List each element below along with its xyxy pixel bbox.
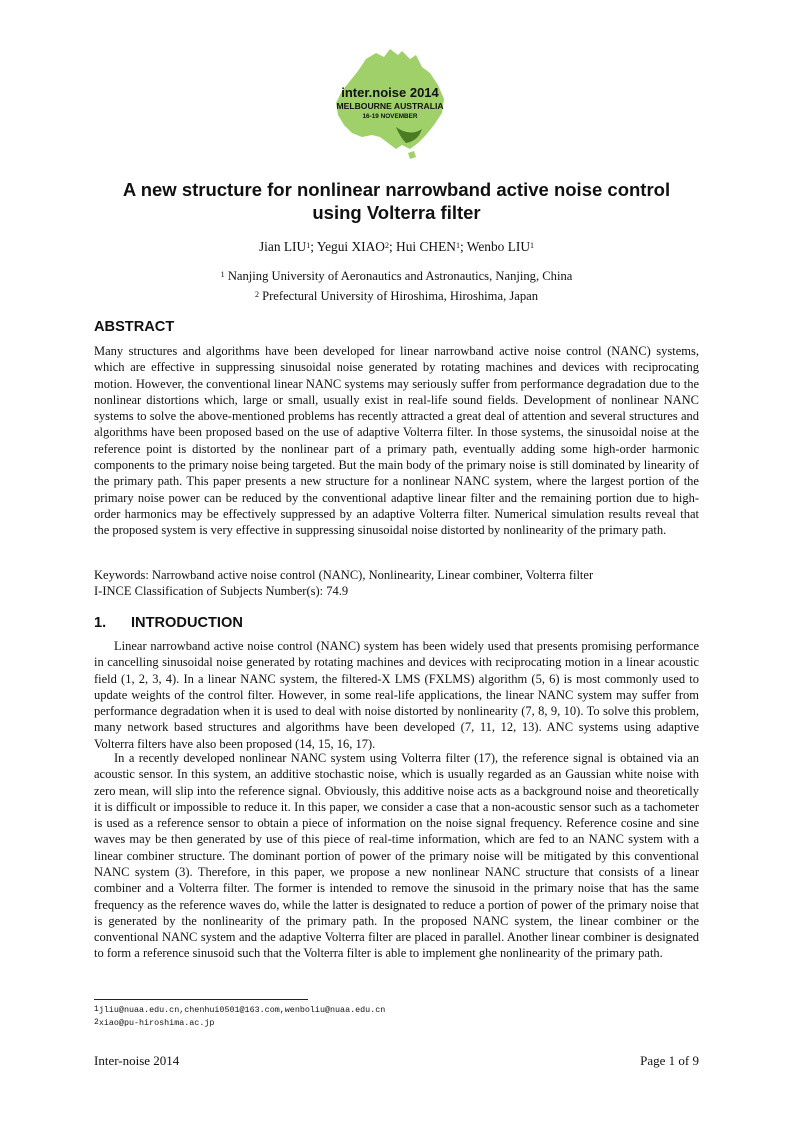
- affiliation-mark: 2: [254, 290, 259, 299]
- abstract-text: Many structures and algorithms have been developed for linear narrowband active noise control (NANC) systems, which are effective in suppressing sinusoidal noise generated by rotating machines and devices with reciprocating motion. However, the conventional linear NANC systems may seriously suffer from performance degradation due to the nonlinear distortions which, large or small, usually exist in real-life sound fields. Development of nonlinear NANC systems to solve the above-mentioned problems has recently attracted a great deal of attention and several structures and algorithms have been proposed based on the use of adaptive Volterra filter. In those systems, the sinusoidal noise at the reference point is distorted by the nonlinear part of a primary path, eventually adding some high-order harmonic components to the primary noise being targeted. But the main body of the primary noise is still dominated by linearity of the primary path. This paper presents a new structure for a nonlinear NANC system, where the largest portion of the primary noise power can be reduced by the conventional adaptive linear filter and the remaining portion due to high-order harmonics may be effectively suppressed by an adaptive Volterra filter. Numerical simulation results reveal that the proposed system is very effective in suppressing sinusoidal noise distorted by nonlinearity of the primary path.: [94, 344, 699, 538]
- author-name: Hui CHEN: [396, 239, 456, 254]
- author-affiliation-mark: 1: [455, 241, 460, 250]
- conference-logo: [326, 45, 454, 163]
- section-number: 1.: [94, 615, 107, 631]
- author-name: Wenbo LIU: [466, 239, 531, 254]
- author-affiliation-mark: 1: [530, 241, 535, 250]
- introduction-heading: [94, 615, 243, 631]
- footnote-divider: [94, 999, 308, 1000]
- affiliation: [60, 288, 733, 304]
- logo-location: MELBOURNE AUSTRALIA: [336, 101, 444, 111]
- australia-map-icon: [326, 45, 454, 163]
- logo-dates: 16-19 NOVEMBER: [362, 113, 418, 120]
- affiliation-mark: 1: [220, 270, 225, 279]
- author-name: Jian LIU: [258, 239, 307, 254]
- footnote-text: xiao@pu-hiroshima.ac.jp: [98, 1018, 215, 1028]
- author-affiliation-mark: 1: [306, 241, 311, 250]
- author-list: [60, 238, 733, 255]
- abstract-heading: ABSTRACT: [94, 319, 175, 335]
- author-separator: ;: [310, 239, 317, 254]
- keywords-block: [94, 567, 699, 600]
- section-title: INTRODUCTION: [131, 615, 243, 631]
- footer-conference: Inter-noise 2014: [94, 1053, 180, 1068]
- introduction-paragraph: In a recently developed nonlinear NANC system using Volterra filter (17), the reference signal is obtained via an acoustic sensor. In this system, an additive stochastic noise, which is usually regarded as an Gaussian white noise with zero mean, will slip into the reference signal. Obviously, this additive noise acts as a background noise and theoretically it is difficult or impossible to reduce it. In this paper, we consider a case that a non-acoustic sensor such as a tachometer is used as a reference sensor to obtain a piece of information on the noise signal frequency. Reference cosine and sine waves may be then generated by use of this piece of real-time information, which are fed to an NANC system with a linear combiner structure. The dominant portion of power of the primary noise will be mitigated by this conventional NANC system (3). Therefore, in this paper, we propose a new nonlinear NANC structure that consists of a linear combiner and a Volterra filter. The former is intended to remove the sinusoid in the primary noise that has the same frequency as the reference waves do, while the latter is designated to reduce a portion of power of the primary noise that is generated by the nonlinearity of the primary path. In the proposed NANC system, the linear combiner or the conventional NANC system and the adaptive Volterra filter are placed in parallel. Another linear combiner is designated to form a reference sinusoid such that the Volterra filter is able to implement ghe nonlinearity of the primary path.: [94, 751, 699, 961]
- affiliation-text: Nanjing University of Aeronautics and Astronautics, Nanjing, China: [227, 269, 573, 283]
- keywords-line: Keywords: Narrowband active noise control (NANC), Nonlinearity, Linear combiner, Volterra filter: [94, 568, 594, 582]
- author-name: Yegui XIAO: [316, 239, 385, 254]
- author-separator: ;: [388, 239, 397, 254]
- title-line-2: using Volterra filter: [312, 202, 481, 223]
- author-separator: ;: [459, 239, 467, 254]
- affiliation: [60, 268, 733, 284]
- footnote-text: jliu@nuaa.edu.cn,chenhui0501@163.com,wenboliu@nuaa.edu.cn: [98, 1005, 386, 1015]
- footnote: [94, 1018, 214, 1029]
- footnote-mark: 1: [94, 1005, 99, 1014]
- footer-page-number: Page 1 of 9: [640, 1053, 699, 1068]
- footnote: [94, 1005, 385, 1016]
- footnote-mark: 2: [94, 1018, 99, 1027]
- title-line-1: A new structure for nonlinear narrowband active noise control: [122, 179, 671, 200]
- introduction-paragraph: Linear narrowband active noise control (NANC) system has been widely used that presents promising performance in cancelling sinusoidal noise generated by rotating machines and devices with reciprocating motion in a linear acoustic field (1, 2, 3, 4). In a linear NANC system, the filtered-X LMS (FXLMS) algorithm (5, 6) is most commonly used to update weights of the control filter. However, in some real-life applications, the linear NANC system may suffer from performance degradation when it is used to deal with noise distorted by nonlinearity (7, 8, 9, 10). To solve this problem, many network based structures and algorithms have been developed (7, 11, 12, 13). ANC systems using adaptive Volterra filters have also been proposed (14, 15, 16, 17).: [94, 639, 699, 751]
- classification-line: I-INCE Classification of Subjects Number(s): 74.9: [94, 584, 349, 599]
- author-affiliation-mark: 2: [384, 241, 389, 250]
- logo-title: inter.noise 2014: [341, 85, 439, 100]
- paper-title: [60, 178, 733, 224]
- affiliation-text: Prefectural University of Hiroshima, Hiroshima, Japan: [262, 289, 539, 303]
